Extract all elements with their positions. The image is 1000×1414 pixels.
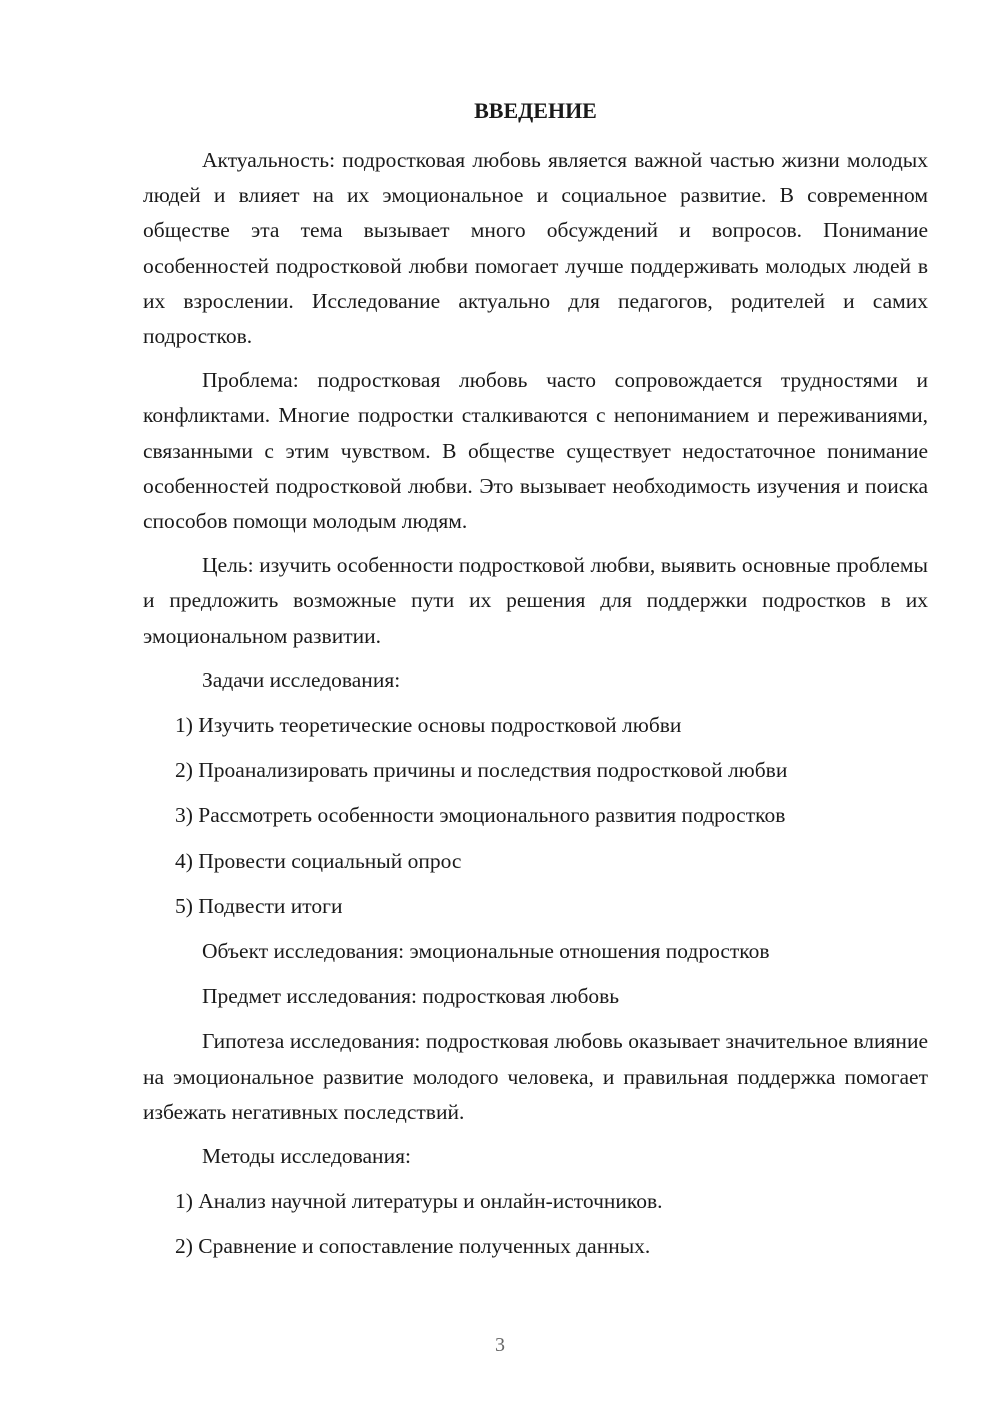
list-item: 2) Сравнение и сопоставление полученных данных. (175, 1234, 651, 1259)
methods-list (143, 1184, 928, 1264)
problem-paragraph: Проблема: подростковая любовь часто сопровождается трудностями и конфликтами. Многие подростки сталкиваются с непониманием и переживаниями, связанными с этим чувством. В обществе существует недостаточное понимание особенностей подростковой любви. Это вызывает необходимость изучения и поиска способов помощи молодым людям. (143, 368, 928, 534)
page-number: 3 (495, 1334, 505, 1356)
list-item: 1) Изучить теоретические основы подростковой любви (175, 713, 682, 738)
list-item: 5) Подвести итоги (175, 893, 343, 918)
methods-heading: Методы исследования: (202, 1144, 411, 1169)
relevance-paragraph: Актуальность: подростковая любовь является важной частью жизни молодых людей и влияет на их эмоциональное и социальное развитие. В современном обществе эта тема вызывает много обсуждений и вопросов. Понимание особенностей подростковой любви помогает лучше поддерживать молодых людей в их взрослении. Исследование актуально для педагогов, родителей и самих подростков. (143, 148, 928, 349)
object-line: Объект исследования: эмоциональные отношения подростков (202, 939, 770, 964)
list-item: 1) Анализ научной литературы и онлайн-источников. (175, 1189, 663, 1214)
goal-paragraph: Цель: изучить особенности подростковой любви, выявить основные проблемы и предложить возможные пути их решения для поддержки подростков в их эмоциональном развитии. (143, 553, 928, 648)
tasks-heading: Задачи исследования: (202, 667, 401, 692)
tasks-list (143, 708, 928, 924)
body-text (143, 143, 928, 1275)
page-title: ВВЕДЕНИЕ (474, 98, 597, 123)
list-item: 4) Провести социальный опрос (175, 848, 462, 873)
list-item: 2) Проанализировать причины и последствия подростковой любви (175, 758, 788, 783)
subject-line: Предмет исследования: подростковая любовь (202, 984, 620, 1009)
hypothesis-paragraph: Гипотеза исследования: подростковая любовь оказывает значительное влияние на эмоциональное развитие молодого человека, и правильная поддержка помогает избежать негативных последствий. (143, 1029, 928, 1124)
list-item: 3) Рассмотреть особенности эмоционального развития подростков (175, 803, 786, 828)
